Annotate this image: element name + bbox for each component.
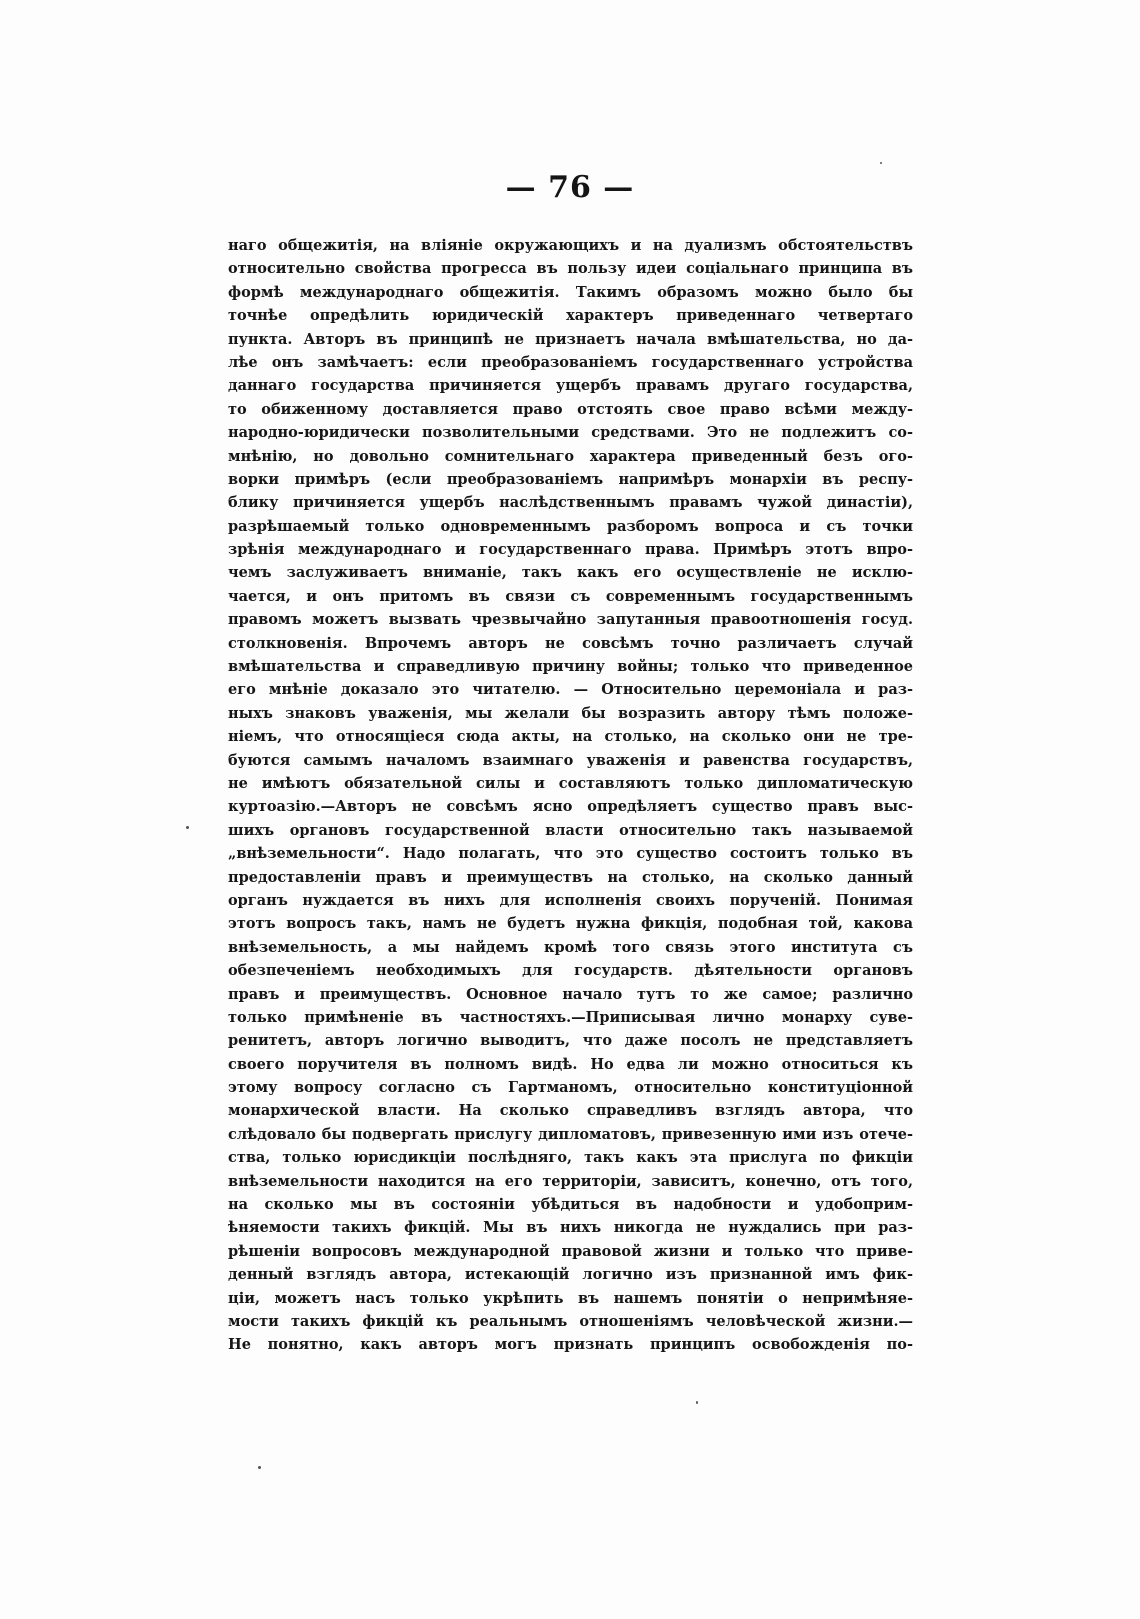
body-text xyxy=(228,234,913,1357)
text-line: монархической власти. На сколько справедливъ взглядъ автора, что xyxy=(228,1102,913,1120)
text-line: внѣземельность, а мы найдемъ кромѣ того связь этого института съ xyxy=(228,938,913,956)
text-line: мости такихъ фикцій къ реальнымъ отношеніямъ человѣческой жизни.— xyxy=(228,1312,913,1330)
text-line: буются самымъ началомъ взаимнаго уваженія и равенства государствъ, xyxy=(228,751,913,769)
text-line: ціи, можетъ насъ только укрѣпить въ нашемъ понятіи о непримѣняе- xyxy=(228,1289,913,1307)
text-line: шихъ органовъ государственной власти относительно такъ называемой xyxy=(228,821,913,839)
text-line: лѣе онъ замѣчаетъ: если преобразованіемъ государственнаго устройства xyxy=(228,353,913,371)
text-line: денный взглядъ автора, истекающій логично изъ признанной имъ фик- xyxy=(228,1266,913,1284)
text-line: ныхъ знаковъ уваженія, мы желали бы возразить автору тѣмъ положе- xyxy=(228,704,913,722)
text-line: народно-юридически позволительными средствами. Это не подлежитъ со- xyxy=(228,424,913,442)
text-line: мнѣнію, но довольно сомнительнаго характера приведенный безъ ого- xyxy=(228,447,913,465)
text-line: своего поручителя въ полномъ видѣ. Но едва ли можно относиться къ xyxy=(228,1055,913,1073)
text-line: предоставленіи правъ и преимуществъ на столько, на сколько данный xyxy=(228,868,913,886)
text-line: относительно свойства прогресса въ пользу идеи соціальнаго принципа въ xyxy=(228,260,913,278)
text-line: то обиженному доставляется право отстоять свое право всѣми между- xyxy=(228,400,913,418)
text-line: ства, только юрисдикціи послѣдняго, такъ какъ эта прислуга по фикціи xyxy=(228,1149,913,1167)
text-line: правъ и преимуществъ. Основное начало тутъ то же самое; различно xyxy=(228,985,913,1003)
text-line: формѣ международнаго общежитія. Такимъ образомъ можно было бы xyxy=(228,283,913,301)
scan-speck xyxy=(696,1401,698,1404)
text-line: блику причиняется ущербъ наслѣдственнымъ правамъ чужой династіи), xyxy=(228,494,913,512)
text-line: рѣшеніи вопросовъ международной правовой жизни и только что приве- xyxy=(228,1242,913,1260)
text-line: разрѣшаемый только одновременнымъ разборомъ вопроса и съ точки xyxy=(228,517,913,535)
text-line: ворки примѣръ (если преобразованіемъ напримѣръ монархіи въ респу- xyxy=(228,470,913,488)
text-line: слѣдовало бы подвергать прислугу дипломатовъ, привезенную ими изъ отече- xyxy=(228,1125,913,1143)
text-line: не имѣютъ обязательной силы и составляютъ только дипломатическую xyxy=(228,774,913,792)
text-line: пункта. Авторъ въ принципѣ не признаетъ начала вмѣшательства, но да- xyxy=(228,330,913,348)
scan-speck xyxy=(880,162,882,164)
text-line: обезпеченіемъ необходимыхъ для государств. дѣятельности органовъ xyxy=(228,962,913,980)
text-line: точнѣе опредѣлить юридическій характеръ приведеннаго четвертаго xyxy=(228,307,913,325)
text-line: вмѣшательства и справедливую причину войны; только что приведенное xyxy=(228,658,913,676)
text-line: „внѣземельности“. Надо полагать, что это существо состоитъ только въ xyxy=(228,845,913,863)
text-line: органъ нуждается въ нихъ для исполненія своихъ порученій. Понимая xyxy=(228,891,913,909)
text-line: его мнѣніе доказало это читателю. — Относительно церемоніала и раз- xyxy=(228,681,913,699)
text-line: Не понятно, какъ авторъ могъ признать принципъ освобожденія по- xyxy=(228,1336,913,1354)
page-number: — 76 — xyxy=(505,170,635,205)
text-line: внѣземельности находится на его территоріи, зависитъ, конечно, отъ того, xyxy=(228,1172,913,1190)
text-line: чемъ заслуживаетъ вниманіе, такъ какъ его осуществленіе не исклю- xyxy=(228,564,913,582)
text-line: зрѣнія международнаго и государственнаго права. Примѣръ этотъ впро- xyxy=(228,541,913,559)
text-line: столкновенія. Впрочемъ авторъ не совсѣмъ точно различаетъ случай xyxy=(228,634,913,652)
text-line: ніемъ, что относящіеся сюда акты, на столько, на сколько они не тре- xyxy=(228,728,913,746)
text-line: правомъ можетъ вызвать чрезвычайно запутанныя правоотношенія госуд. xyxy=(228,611,913,629)
text-line: только примѣненіе въ частностяхъ.—Приписывая лично монарху суве- xyxy=(228,1008,913,1026)
text-line: этотъ вопросъ такъ, намъ не будетъ нужна фикція, подобная той, какова xyxy=(228,915,913,933)
text-line: наго общежитія, на вліяніе окружающихъ и на дуализмъ обстоятельствъ xyxy=(228,237,913,254)
text-line: куртоазію.—Авторъ не совсѣмъ ясно опредѣляетъ существо правъ выс- xyxy=(228,798,913,816)
text-line: чается, и онъ притомъ въ связи съ современнымъ государственнымъ xyxy=(228,587,913,605)
text-line: даннаго государства причиняется ущербъ правамъ другаго государства, xyxy=(228,377,913,395)
scan-speck xyxy=(258,1466,261,1469)
text-line: на сколько мы въ состояніи убѣдиться въ надобности и удобоприм- xyxy=(228,1196,913,1214)
text-line: ренитетъ, авторъ логично выводитъ, что даже посолъ не представляетъ xyxy=(228,1032,913,1050)
scan-speck xyxy=(186,826,189,829)
text-line: ѣняемости такихъ фикцій. Мы въ нихъ никогда не нуждались при раз- xyxy=(228,1219,913,1237)
text-line: этому вопросу согласно съ Гартманомъ, относительно конституціонной xyxy=(228,1079,913,1097)
